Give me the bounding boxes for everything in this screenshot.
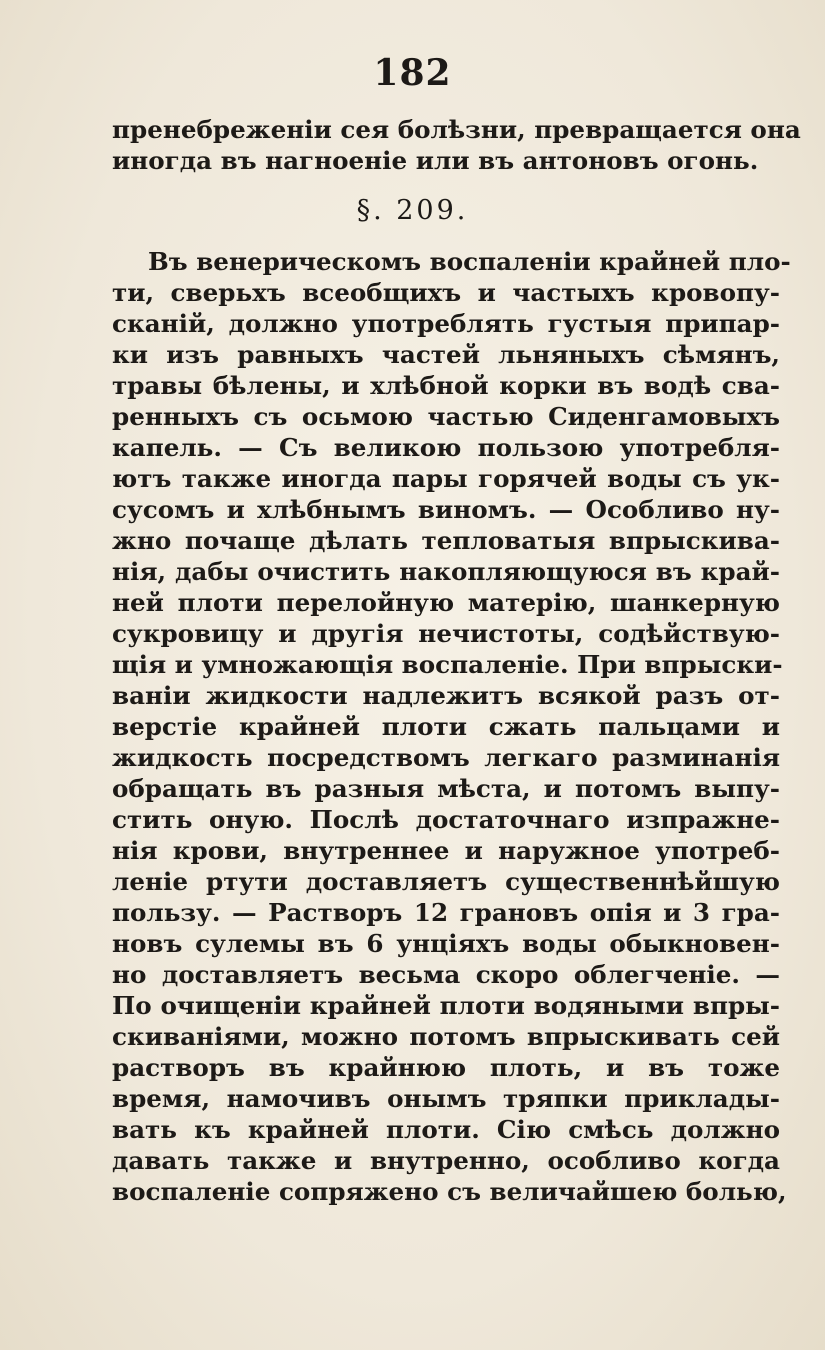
page-number: 182 bbox=[373, 52, 452, 94]
text-line: давать также и внутренно, особливо когда bbox=[112, 1146, 780, 1175]
text-line: ютъ также иногда пары горячей воды съ ук- bbox=[112, 464, 780, 493]
text-line: травы бѣлены, и хлѣбной корки въ водѣ сва- bbox=[112, 371, 780, 400]
text-line: ваніи жидкости надлежитъ всякой разъ от- bbox=[112, 681, 780, 710]
text-line: но доставляетъ весьма скоро облегченіе. — bbox=[112, 960, 780, 989]
text-line: жно почаще дѣлать тепловатыя впрыскива- bbox=[112, 526, 780, 555]
text-line: верстіе крайней плоти сжать пальцами и bbox=[112, 712, 780, 741]
text-line: капель. — Съ великою пользою употребля- bbox=[112, 433, 780, 462]
text-line: время, намочивъ онымъ тряпки приклады- bbox=[112, 1084, 780, 1113]
text-line: ти, сверьхъ всеобщихъ и частыхъ кровопу- bbox=[112, 278, 780, 307]
text-line: воспаленіе сопряжено съ величайшею болью, bbox=[112, 1177, 787, 1206]
text-line: пользу. — Растворъ 12 грановъ опія и 3 гра- bbox=[112, 898, 780, 927]
text-line: пренебреженіи сея болѣзни, превращается она bbox=[112, 115, 801, 144]
text-line: По очищеніи крайней плоти водяными впры- bbox=[112, 991, 780, 1020]
text-line: нія крови, внутреннее и наружное употреб- bbox=[112, 836, 780, 865]
text-line: щія и умножающія воспаленіе. При впрыски- bbox=[112, 650, 783, 679]
text-line: ренныхъ съ осьмою частью Сиденгамовыхъ bbox=[112, 402, 780, 431]
section-heading: §. 209. bbox=[356, 195, 469, 226]
text-line: жидкость посредствомъ легкаго разминанія bbox=[112, 743, 780, 772]
text-line: сукровицу и другія нечистоты, содѣйствую- bbox=[112, 619, 780, 648]
text-line: обращать въ разныя мѣста, и потомъ выпу- bbox=[112, 774, 780, 803]
text-line: сусомъ и хлѣбнымъ виномъ. — Особливо ну- bbox=[112, 495, 780, 524]
text-line: растворъ въ крайнюю плоть, и въ тоже bbox=[112, 1053, 780, 1082]
text-line: ней плоти перелойную матерію, шанкерную bbox=[112, 588, 780, 617]
text-line: леніе ртути доставляетъ существеннѣйшую bbox=[112, 867, 780, 896]
paragraph-first-line: Въ венерическомъ воспаленіи крайней пло- bbox=[148, 247, 791, 276]
text-line: иногда въ нагноеніе или въ антоновъ огонь. bbox=[112, 146, 759, 175]
text-line: нія, дабы очистить накопляющуюся въ край- bbox=[112, 557, 780, 586]
text-line: новъ сулемы въ 6 унціяхъ воды обыкновен- bbox=[112, 929, 780, 958]
text-line: ки изъ равныхъ частей льняныхъ сѣмянъ, bbox=[112, 340, 780, 369]
text-line: вать къ крайней плоти. Сію смѣсь должно bbox=[112, 1115, 780, 1144]
text-line: стить оную. Послѣ достаточнаго изпражне- bbox=[112, 805, 780, 834]
text-line: скиваніями, можно потомъ впрыскивать сей bbox=[112, 1022, 780, 1051]
text-line: сканій, должно употреблять густыя припар- bbox=[112, 309, 780, 338]
